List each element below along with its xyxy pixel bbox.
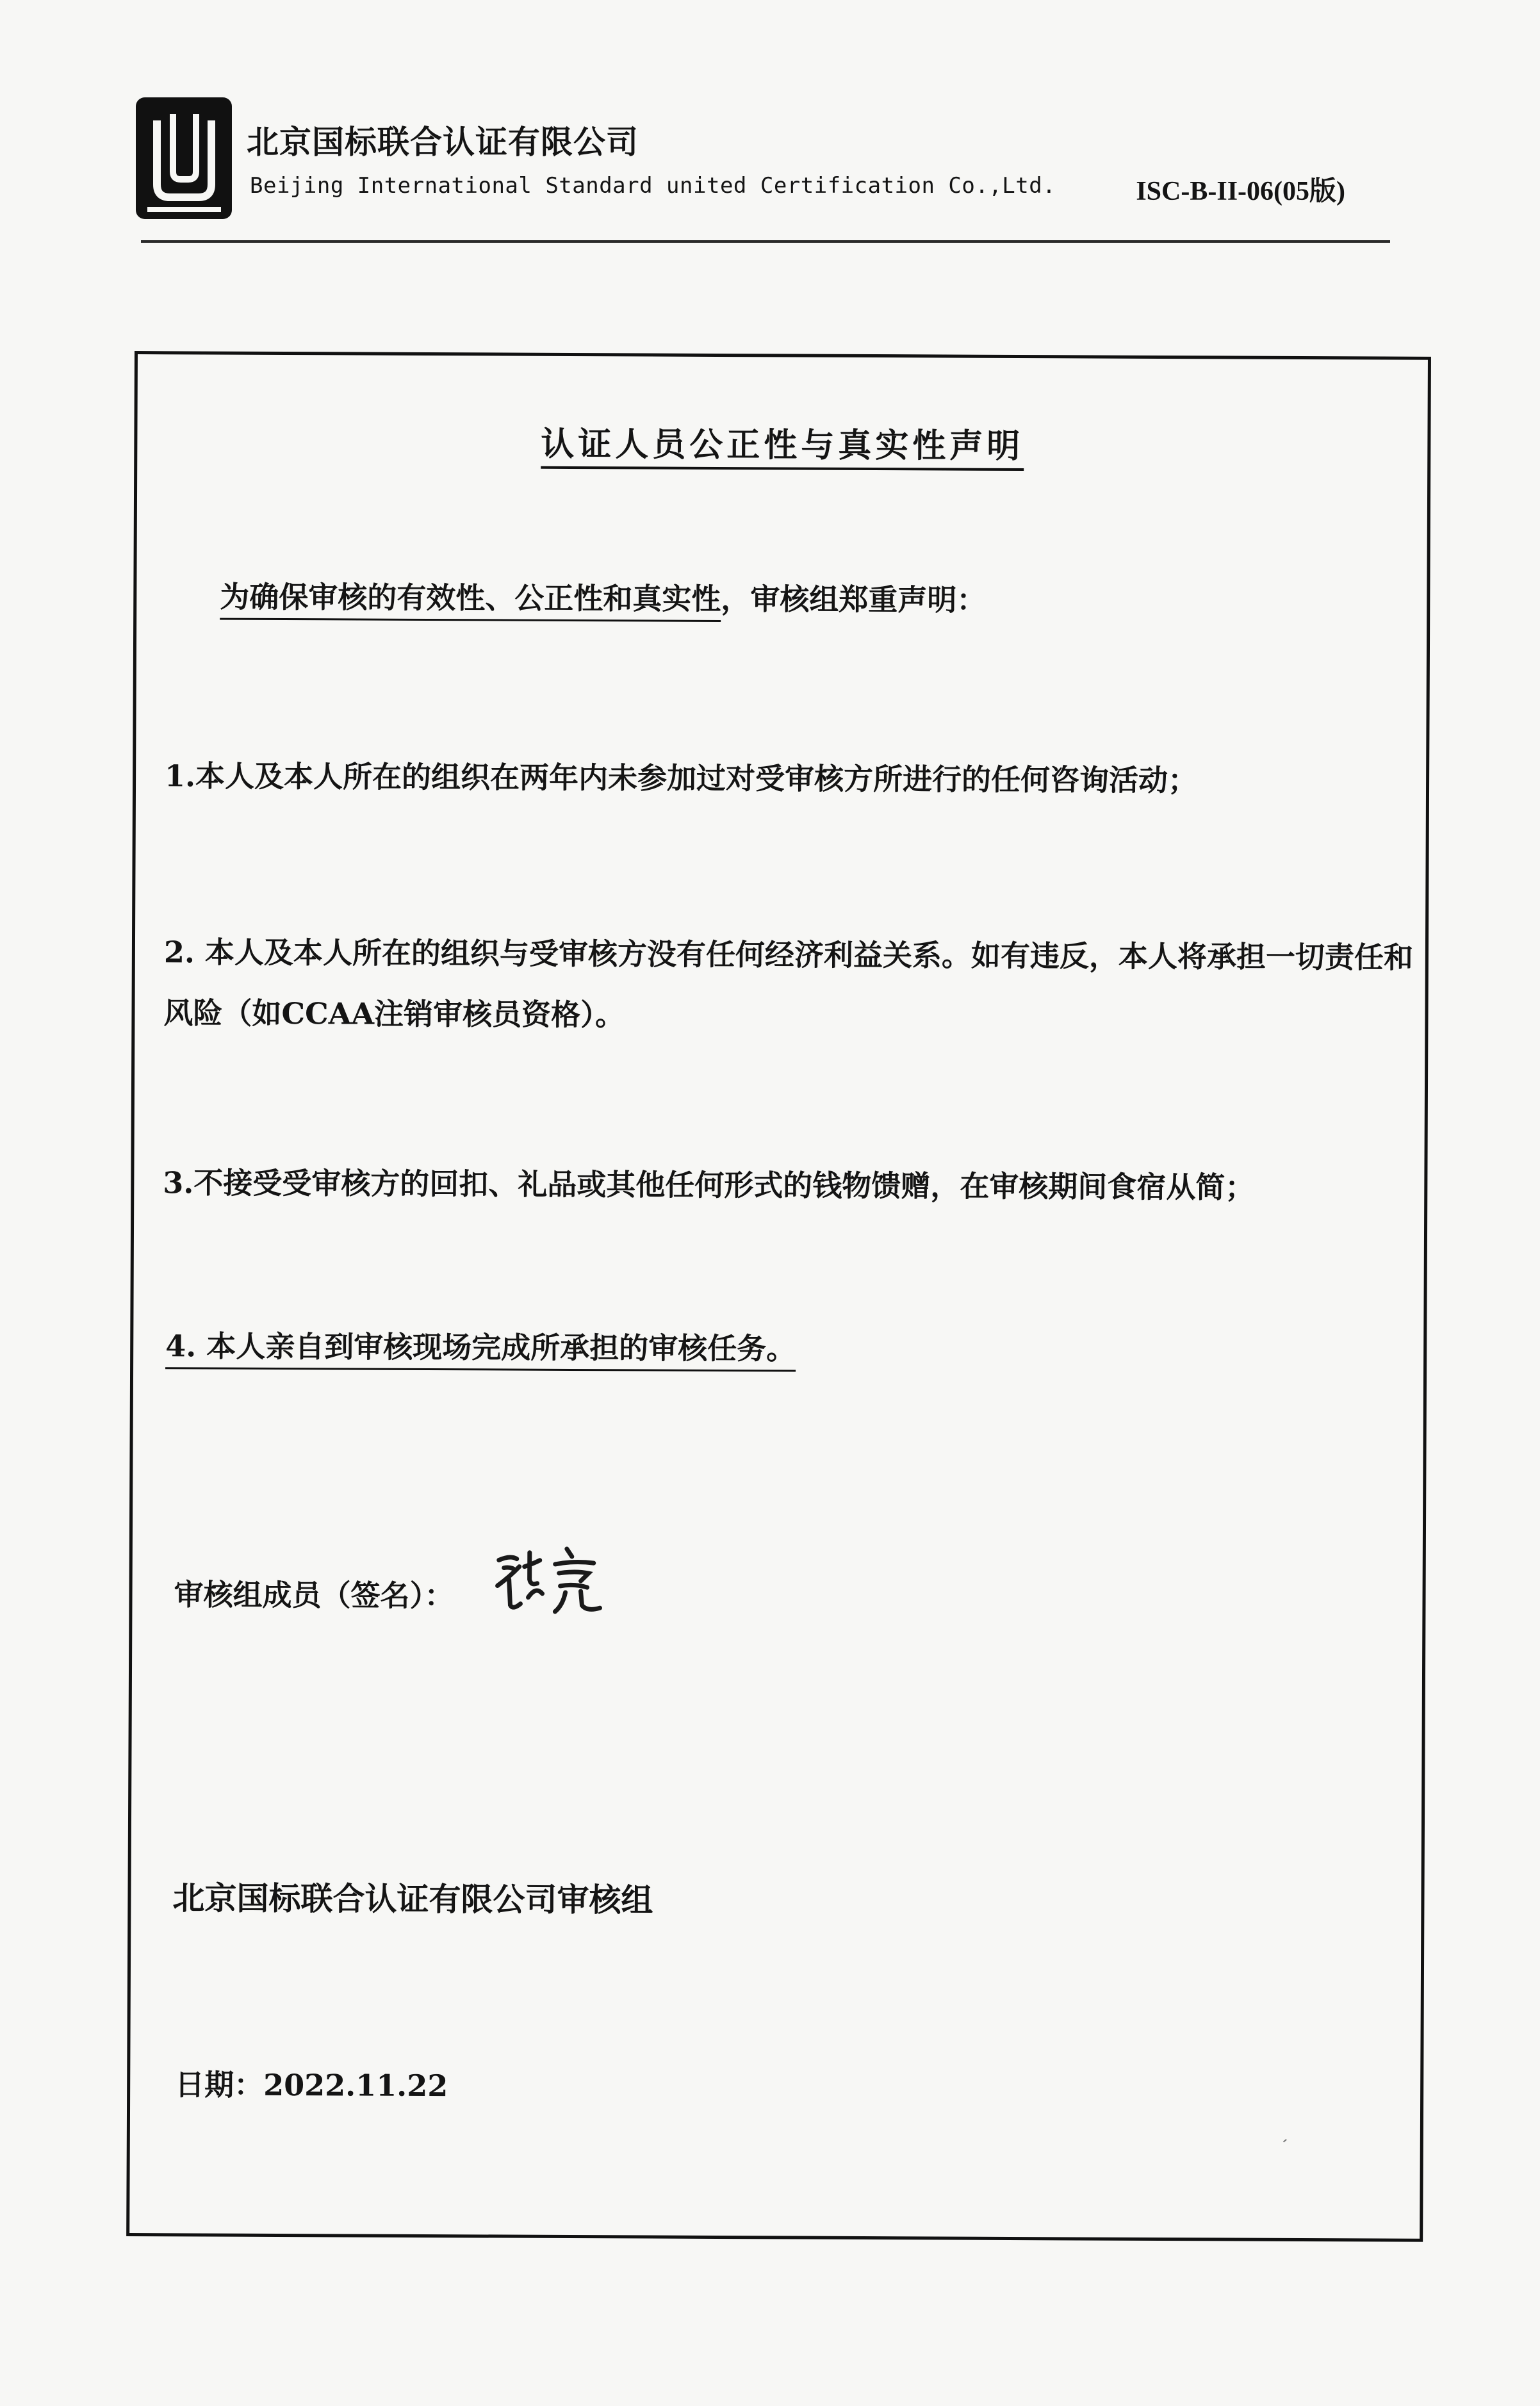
declaration-item-2: 2. 本人及本人所在的组织与受审核方没有任何经济利益关系。如有违反，本人将承担一切责任和 bbox=[163, 935, 1414, 975]
form-title bbox=[137, 415, 1427, 469]
handwritten-signature bbox=[491, 1541, 619, 1618]
header-divider bbox=[141, 240, 1390, 243]
declaration-item-3: 3.不接受受审核方的回扣、礼品或其他任何形式的钱物馈赠，在审核期间食宿从简； bbox=[163, 1165, 1255, 1205]
declaration-item-4 bbox=[165, 1329, 796, 1366]
audit-team-name: 北京国标联合认证有限公司审核组 bbox=[172, 1879, 653, 1919]
intro-rest-text: ，审核组郑重声明： bbox=[721, 581, 987, 618]
paper-speck bbox=[1283, 2139, 1287, 2142]
date-line bbox=[175, 2061, 448, 2105]
document-code: ISC-B-II-06(05版) bbox=[1136, 177, 1345, 206]
form-title-text: 认证人员公正性与真实性声明 bbox=[541, 425, 1024, 471]
company-name-en: Beijing International Standard united Certification Co.,Ltd. bbox=[250, 173, 1056, 199]
date-label: 日期： bbox=[175, 2067, 264, 2102]
company-logo-icon bbox=[135, 95, 237, 223]
signer-label: 审核组成员（签名）： bbox=[174, 1577, 454, 1614]
intro-underlined-text: 为确保审核的有效性、公正性和真实性 bbox=[220, 580, 721, 622]
date-value: 2022.11.22 bbox=[263, 2067, 448, 2104]
declaration-item-1: 1.本人及本人所在的组织在两年内未参加过对受审核方所进行的任何咨询活动； bbox=[164, 758, 1198, 798]
declaration-item-2-continued: 风险（如CCAA注销审核员资格）。 bbox=[163, 995, 625, 1033]
declaration-form bbox=[126, 351, 1431, 2242]
company-name-cn: 北京国标联合认证有限公司 bbox=[247, 124, 639, 161]
intro-paragraph bbox=[220, 579, 987, 618]
letterhead bbox=[135, 90, 1390, 247]
declaration-item-4-text: 4. 本人亲自到审核现场完成所承担的审核任务。 bbox=[165, 1329, 796, 1371]
